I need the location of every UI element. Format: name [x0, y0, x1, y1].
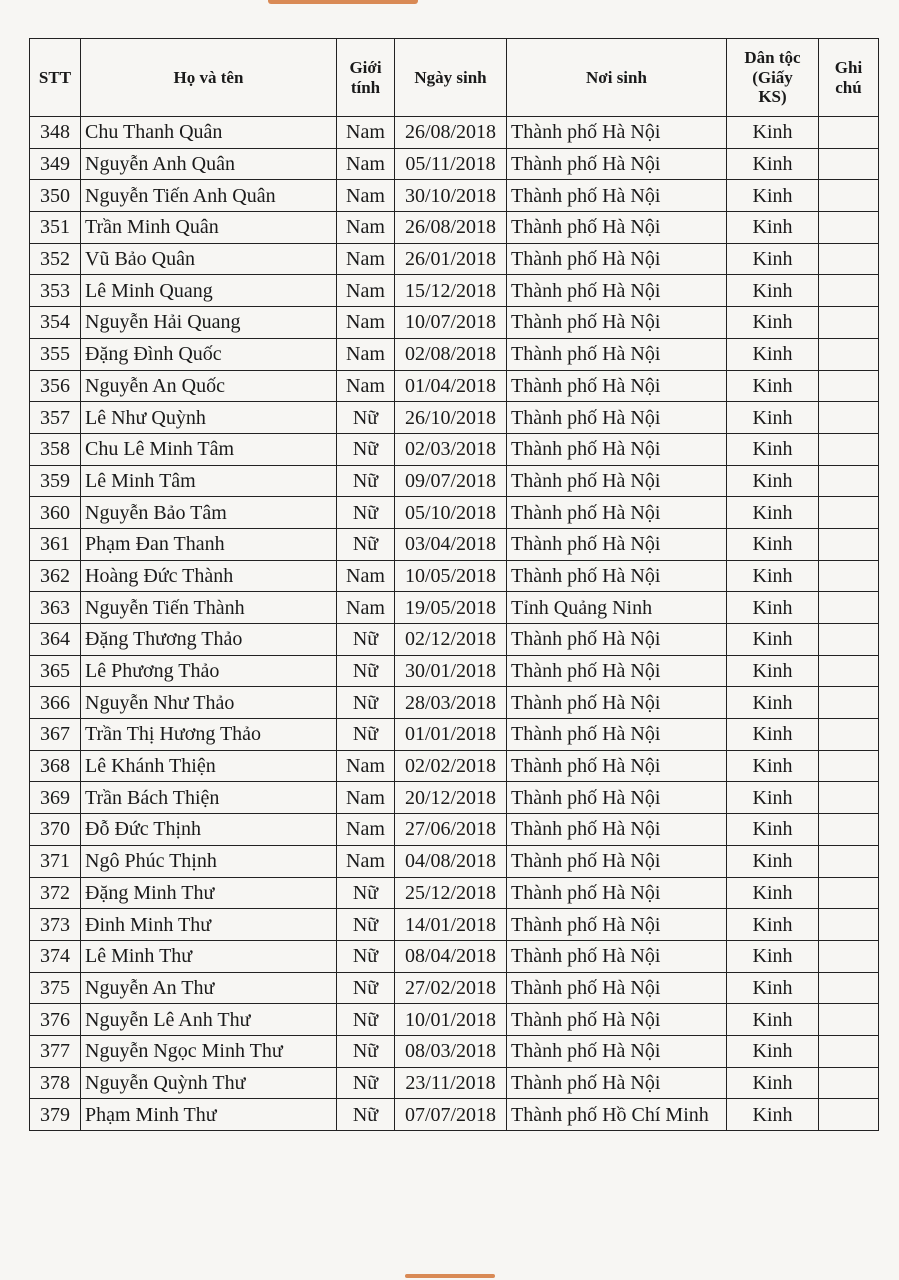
student-roster-table — [29, 38, 879, 1131]
row-gender: Nữ — [337, 940, 395, 972]
row-note — [819, 877, 879, 909]
table-row — [30, 497, 879, 529]
row-gender: Nam — [337, 750, 395, 782]
row-name: Phạm Đan Thanh — [81, 528, 337, 560]
row-ethnicity: Kinh — [727, 624, 819, 656]
row-ethnicity: Kinh — [727, 275, 819, 307]
row-stt: 378 — [30, 1067, 81, 1099]
row-gender: Nam — [337, 307, 395, 339]
row-birthplace: Thành phố Hà Nội — [507, 877, 727, 909]
row-dob: 08/03/2018 — [395, 1035, 507, 1067]
header-ethnicity: Dân tộc (Giấy KS) — [727, 39, 819, 117]
row-gender: Nam — [337, 814, 395, 846]
row-ethnicity: Kinh — [727, 719, 819, 751]
row-name: Chu Thanh Quân — [81, 117, 337, 149]
row-ethnicity: Kinh — [727, 402, 819, 434]
row-stt: 375 — [30, 972, 81, 1004]
table-row — [30, 307, 879, 339]
row-dob: 07/07/2018 — [395, 1099, 507, 1131]
row-dob: 14/01/2018 — [395, 909, 507, 941]
row-dob: 15/12/2018 — [395, 275, 507, 307]
row-birthplace: Thành phố Hà Nội — [507, 719, 727, 751]
row-birthplace: Thành phố Hà Nội — [507, 940, 727, 972]
row-note — [819, 1035, 879, 1067]
row-stt: 377 — [30, 1035, 81, 1067]
row-birthplace: Thành phố Hà Nội — [507, 243, 727, 275]
row-gender: Nam — [337, 117, 395, 149]
table-row — [30, 117, 879, 149]
row-birthplace: Thành phố Hà Nội — [507, 433, 727, 465]
row-gender: Nữ — [337, 1067, 395, 1099]
row-note — [819, 719, 879, 751]
row-dob: 01/04/2018 — [395, 370, 507, 402]
row-stt: 348 — [30, 117, 81, 149]
row-ethnicity: Kinh — [727, 940, 819, 972]
row-note — [819, 750, 879, 782]
row-gender: Nam — [337, 560, 395, 592]
row-gender: Nữ — [337, 465, 395, 497]
row-ethnicity: Kinh — [727, 814, 819, 846]
row-note — [819, 433, 879, 465]
row-gender: Nữ — [337, 402, 395, 434]
row-stt: 359 — [30, 465, 81, 497]
table-row — [30, 148, 879, 180]
row-dob: 27/02/2018 — [395, 972, 507, 1004]
row-note — [819, 1067, 879, 1099]
row-dob: 08/04/2018 — [395, 940, 507, 972]
header-stt: STT — [30, 39, 81, 117]
table-row — [30, 243, 879, 275]
table-row — [30, 338, 879, 370]
row-name: Vũ Bảo Quân — [81, 243, 337, 275]
row-name: Đinh Minh Thư — [81, 909, 337, 941]
row-note — [819, 402, 879, 434]
row-dob: 02/02/2018 — [395, 750, 507, 782]
row-ethnicity: Kinh — [727, 180, 819, 212]
row-gender: Nam — [337, 180, 395, 212]
row-name: Nguyễn Anh Quân — [81, 148, 337, 180]
row-note — [819, 560, 879, 592]
row-name: Ngô Phúc Thịnh — [81, 845, 337, 877]
row-birthplace: Thành phố Hà Nội — [507, 1035, 727, 1067]
row-stt: 367 — [30, 719, 81, 751]
table-row — [30, 560, 879, 592]
row-stt: 374 — [30, 940, 81, 972]
row-gender: Nữ — [337, 655, 395, 687]
table-row — [30, 782, 879, 814]
row-name: Nguyễn Như Thảo — [81, 687, 337, 719]
row-note — [819, 243, 879, 275]
row-birthplace: Thành phố Hà Nội — [507, 528, 727, 560]
row-gender: Nữ — [337, 1004, 395, 1036]
row-dob: 26/10/2018 — [395, 402, 507, 434]
row-note — [819, 528, 879, 560]
row-name: Nguyễn Bảo Tâm — [81, 497, 337, 529]
table-row — [30, 465, 879, 497]
row-ethnicity: Kinh — [727, 528, 819, 560]
row-note — [819, 180, 879, 212]
row-ethnicity: Kinh — [727, 307, 819, 339]
row-dob: 20/12/2018 — [395, 782, 507, 814]
row-birthplace: Thành phố Hà Nội — [507, 624, 727, 656]
row-ethnicity: Kinh — [727, 1099, 819, 1131]
row-name: Lê Minh Thư — [81, 940, 337, 972]
row-note — [819, 212, 879, 244]
row-gender: Nam — [337, 243, 395, 275]
table-row — [30, 275, 879, 307]
row-dob: 27/06/2018 — [395, 814, 507, 846]
row-dob: 05/11/2018 — [395, 148, 507, 180]
table-row — [30, 655, 879, 687]
row-note — [819, 1099, 879, 1131]
row-birthplace: Thành phố Hà Nội — [507, 497, 727, 529]
table-row — [30, 624, 879, 656]
row-ethnicity: Kinh — [727, 560, 819, 592]
row-note — [819, 845, 879, 877]
row-name: Nguyễn An Thư — [81, 972, 337, 1004]
header-name: Họ và tên — [81, 39, 337, 117]
row-stt: 357 — [30, 402, 81, 434]
row-gender: Nữ — [337, 497, 395, 529]
table-row — [30, 750, 879, 782]
row-note — [819, 814, 879, 846]
table-row — [30, 845, 879, 877]
row-birthplace: Thành phố Hà Nội — [507, 117, 727, 149]
row-gender: Nữ — [337, 687, 395, 719]
row-ethnicity: Kinh — [727, 845, 819, 877]
row-dob: 25/12/2018 — [395, 877, 507, 909]
row-dob: 04/08/2018 — [395, 845, 507, 877]
row-name: Nguyễn Hải Quang — [81, 307, 337, 339]
row-birthplace: Thành phố Hà Nội — [507, 148, 727, 180]
row-gender: Nam — [337, 275, 395, 307]
row-note — [819, 465, 879, 497]
row-stt: 372 — [30, 877, 81, 909]
row-gender: Nam — [337, 212, 395, 244]
row-gender: Nam — [337, 338, 395, 370]
row-gender: Nữ — [337, 433, 395, 465]
row-ethnicity: Kinh — [727, 1035, 819, 1067]
row-dob: 10/07/2018 — [395, 307, 507, 339]
row-birthplace: Thành phố Hà Nội — [507, 180, 727, 212]
header-dob: Ngày sinh — [395, 39, 507, 117]
row-note — [819, 497, 879, 529]
table-row — [30, 687, 879, 719]
paper-edge-mark — [405, 1274, 495, 1278]
row-birthplace: Thành phố Hồ Chí Minh — [507, 1099, 727, 1131]
row-gender: Nam — [337, 370, 395, 402]
row-note — [819, 1004, 879, 1036]
row-ethnicity: Kinh — [727, 592, 819, 624]
row-birthplace: Thành phố Hà Nội — [507, 307, 727, 339]
row-stt: 351 — [30, 212, 81, 244]
row-dob: 02/08/2018 — [395, 338, 507, 370]
row-name: Lê Khánh Thiện — [81, 750, 337, 782]
row-name: Đỗ Đức Thịnh — [81, 814, 337, 846]
row-name: Hoàng Đức Thành — [81, 560, 337, 592]
row-gender: Nữ — [337, 877, 395, 909]
row-gender: Nam — [337, 782, 395, 814]
row-ethnicity: Kinh — [727, 433, 819, 465]
row-note — [819, 592, 879, 624]
row-birthplace: Thành phố Hà Nội — [507, 845, 727, 877]
row-stt: 373 — [30, 909, 81, 941]
header-note: Ghi chú — [819, 39, 879, 117]
row-ethnicity: Kinh — [727, 750, 819, 782]
row-name: Đặng Đình Quốc — [81, 338, 337, 370]
row-note — [819, 307, 879, 339]
row-ethnicity: Kinh — [727, 687, 819, 719]
row-dob: 30/10/2018 — [395, 180, 507, 212]
row-name: Lê Minh Tâm — [81, 465, 337, 497]
row-birthplace: Thành phố Hà Nội — [507, 338, 727, 370]
row-note — [819, 117, 879, 149]
table-row — [30, 402, 879, 434]
row-ethnicity: Kinh — [727, 782, 819, 814]
row-birthplace: Thành phố Hà Nội — [507, 687, 727, 719]
row-name: Trần Bách Thiện — [81, 782, 337, 814]
row-birthplace: Tỉnh Quảng Ninh — [507, 592, 727, 624]
row-stt: 364 — [30, 624, 81, 656]
row-stt: 352 — [30, 243, 81, 275]
row-ethnicity: Kinh — [727, 148, 819, 180]
row-name: Nguyễn Lê Anh Thư — [81, 1004, 337, 1036]
row-birthplace: Thành phố Hà Nội — [507, 814, 727, 846]
row-stt: 370 — [30, 814, 81, 846]
row-gender: Nữ — [337, 1035, 395, 1067]
row-stt: 363 — [30, 592, 81, 624]
row-dob: 28/03/2018 — [395, 687, 507, 719]
row-dob: 03/04/2018 — [395, 528, 507, 560]
row-ethnicity: Kinh — [727, 370, 819, 402]
table-header — [30, 39, 879, 117]
row-birthplace: Thành phố Hà Nội — [507, 655, 727, 687]
row-stt: 353 — [30, 275, 81, 307]
row-name: Phạm Minh Thư — [81, 1099, 337, 1131]
row-note — [819, 275, 879, 307]
row-stt: 354 — [30, 307, 81, 339]
row-stt: 368 — [30, 750, 81, 782]
row-note — [819, 624, 879, 656]
row-note — [819, 148, 879, 180]
row-birthplace: Thành phố Hà Nội — [507, 909, 727, 941]
row-birthplace: Thành phố Hà Nội — [507, 1004, 727, 1036]
row-note — [819, 338, 879, 370]
row-name: Chu Lê Minh Tâm — [81, 433, 337, 465]
row-birthplace: Thành phố Hà Nội — [507, 370, 727, 402]
table-row — [30, 1099, 879, 1131]
row-dob: 01/01/2018 — [395, 719, 507, 751]
row-stt: 355 — [30, 338, 81, 370]
row-ethnicity: Kinh — [727, 1004, 819, 1036]
row-gender: Nữ — [337, 624, 395, 656]
table-row — [30, 972, 879, 1004]
row-stt: 379 — [30, 1099, 81, 1131]
row-dob: 05/10/2018 — [395, 497, 507, 529]
row-name: Lê Phương Thảo — [81, 655, 337, 687]
row-stt: 360 — [30, 497, 81, 529]
row-ethnicity: Kinh — [727, 117, 819, 149]
row-dob: 26/08/2018 — [395, 212, 507, 244]
row-dob: 23/11/2018 — [395, 1067, 507, 1099]
table-row — [30, 592, 879, 624]
row-stt: 371 — [30, 845, 81, 877]
table-row — [30, 940, 879, 972]
row-stt: 362 — [30, 560, 81, 592]
row-gender: Nam — [337, 148, 395, 180]
table-body — [30, 117, 879, 1131]
row-stt: 350 — [30, 180, 81, 212]
row-dob: 10/01/2018 — [395, 1004, 507, 1036]
row-gender: Nữ — [337, 719, 395, 751]
row-name: Đặng Minh Thư — [81, 877, 337, 909]
row-birthplace: Thành phố Hà Nội — [507, 1067, 727, 1099]
row-name: Trần Thị Hương Thảo — [81, 719, 337, 751]
row-birthplace: Thành phố Hà Nội — [507, 402, 727, 434]
row-note — [819, 909, 879, 941]
row-gender: Nữ — [337, 528, 395, 560]
row-stt: 369 — [30, 782, 81, 814]
row-note — [819, 972, 879, 1004]
row-name: Trần Minh Quân — [81, 212, 337, 244]
row-dob: 09/07/2018 — [395, 465, 507, 497]
table-row — [30, 433, 879, 465]
row-name: Lê Như Quỳnh — [81, 402, 337, 434]
row-dob: 02/12/2018 — [395, 624, 507, 656]
header-row — [30, 39, 879, 117]
row-gender: Nữ — [337, 1099, 395, 1131]
row-dob: 30/01/2018 — [395, 655, 507, 687]
row-ethnicity: Kinh — [727, 655, 819, 687]
table-row — [30, 1004, 879, 1036]
table-row — [30, 1035, 879, 1067]
row-note — [819, 687, 879, 719]
row-note — [819, 370, 879, 402]
row-birthplace: Thành phố Hà Nội — [507, 750, 727, 782]
table-row — [30, 719, 879, 751]
header-birthplace: Nơi sinh — [507, 39, 727, 117]
row-stt: 376 — [30, 1004, 81, 1036]
row-ethnicity: Kinh — [727, 465, 819, 497]
row-dob: 02/03/2018 — [395, 433, 507, 465]
row-note — [819, 655, 879, 687]
row-stt: 358 — [30, 433, 81, 465]
row-name: Nguyễn Tiến Anh Quân — [81, 180, 337, 212]
row-name: Nguyễn Tiến Thành — [81, 592, 337, 624]
row-stt: 349 — [30, 148, 81, 180]
table-row — [30, 909, 879, 941]
row-note — [819, 940, 879, 972]
row-ethnicity: Kinh — [727, 212, 819, 244]
row-birthplace: Thành phố Hà Nội — [507, 782, 727, 814]
row-stt: 361 — [30, 528, 81, 560]
row-name: Nguyễn Ngọc Minh Thư — [81, 1035, 337, 1067]
table-row — [30, 877, 879, 909]
row-stt: 365 — [30, 655, 81, 687]
table-row — [30, 528, 879, 560]
row-birthplace: Thành phố Hà Nội — [507, 212, 727, 244]
header-gender: Giới tính — [337, 39, 395, 117]
row-ethnicity: Kinh — [727, 338, 819, 370]
row-ethnicity: Kinh — [727, 972, 819, 1004]
row-gender: Nữ — [337, 909, 395, 941]
table-row — [30, 180, 879, 212]
table-row — [30, 814, 879, 846]
row-dob: 10/05/2018 — [395, 560, 507, 592]
row-stt: 356 — [30, 370, 81, 402]
row-name: Lê Minh Quang — [81, 275, 337, 307]
row-name: Nguyễn An Quốc — [81, 370, 337, 402]
row-gender: Nam — [337, 592, 395, 624]
row-birthplace: Thành phố Hà Nội — [507, 560, 727, 592]
row-name: Nguyễn Quỳnh Thư — [81, 1067, 337, 1099]
row-ethnicity: Kinh — [727, 497, 819, 529]
row-ethnicity: Kinh — [727, 243, 819, 275]
row-dob: 19/05/2018 — [395, 592, 507, 624]
row-dob: 26/08/2018 — [395, 117, 507, 149]
row-birthplace: Thành phố Hà Nội — [507, 275, 727, 307]
row-note — [819, 782, 879, 814]
row-name: Đặng Thương Thảo — [81, 624, 337, 656]
row-ethnicity: Kinh — [727, 1067, 819, 1099]
row-birthplace: Thành phố Hà Nội — [507, 972, 727, 1004]
table-row — [30, 1067, 879, 1099]
row-birthplace: Thành phố Hà Nội — [507, 465, 727, 497]
row-ethnicity: Kinh — [727, 877, 819, 909]
row-stt: 366 — [30, 687, 81, 719]
paper-edge-mark — [268, 0, 418, 4]
row-gender: Nữ — [337, 972, 395, 1004]
row-dob: 26/01/2018 — [395, 243, 507, 275]
table-row — [30, 212, 879, 244]
row-ethnicity: Kinh — [727, 909, 819, 941]
table-row — [30, 370, 879, 402]
row-gender: Nam — [337, 845, 395, 877]
